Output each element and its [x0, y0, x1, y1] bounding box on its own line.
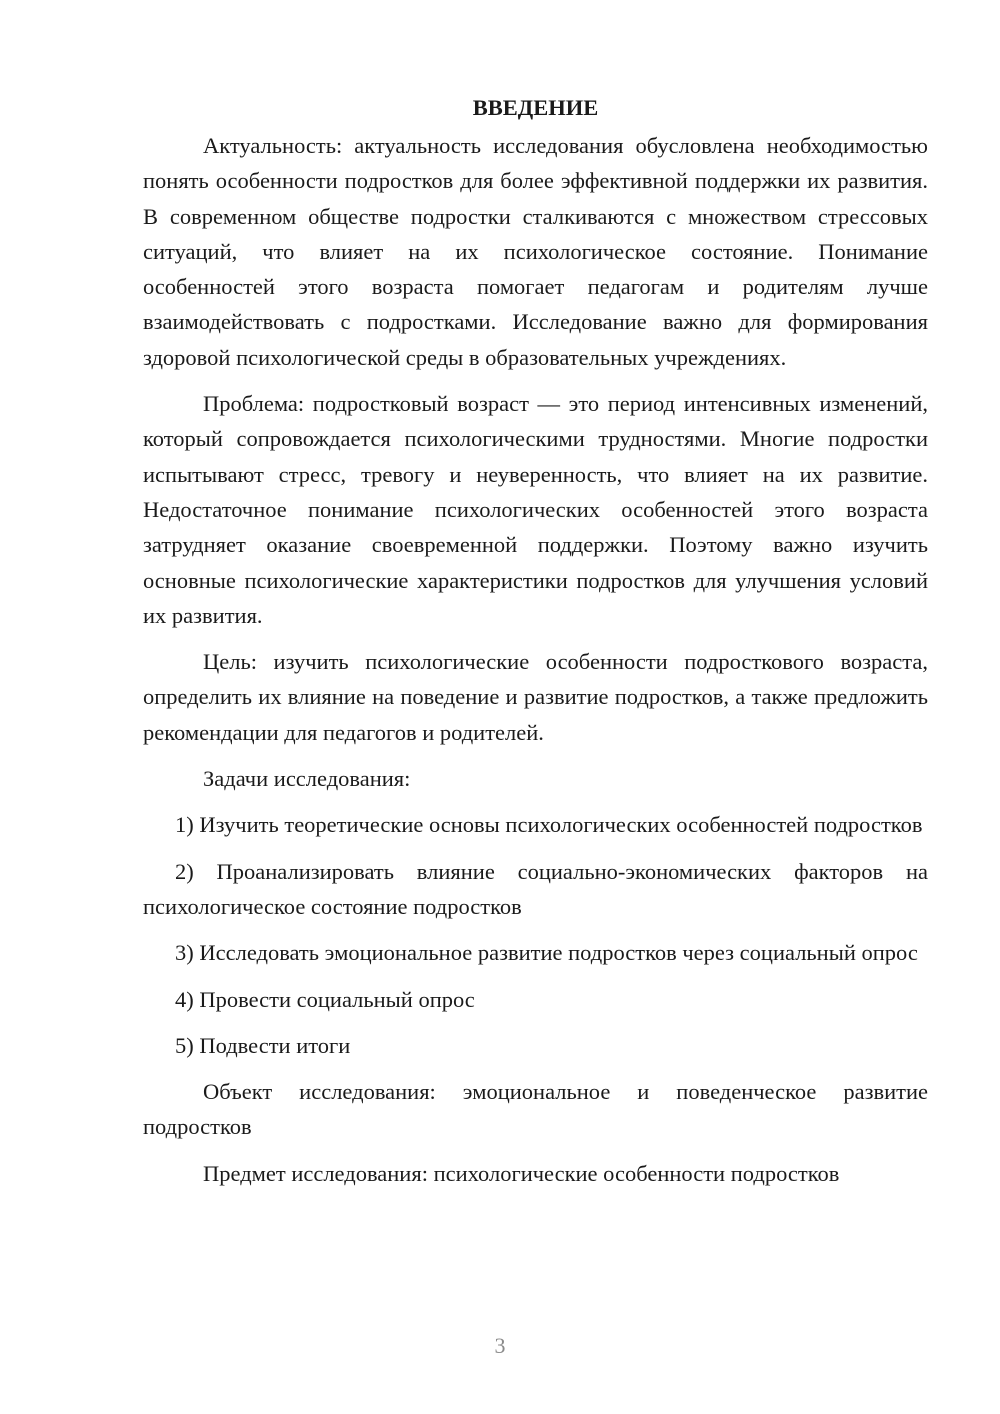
- task-item-5: 5) Подвести итоги: [175, 1032, 351, 1058]
- task-item-1: 1) Изучить теоретические основы психологических особенностей подростков: [175, 812, 923, 838]
- problem-paragraph: Проблема: подростковый возраст — это период интенсивных изменений, который сопровождается психологическими трудностями. Многие подростки испытывают стресс, тревогу и неуверенность, что влияет на их развитие. Недостаточное понимание психологических особенностей этого возраста затрудняет оказание своевременной поддержки. Поэтому важно изучить основные психологические характеристики подростков для улучшения условий их развития.: [143, 391, 928, 628]
- task-item-3: 3) Исследовать эмоциональное развитие подростков через социальный опрос: [175, 940, 918, 966]
- relevance-paragraph: Актуальность: актуальность исследования обусловлена необходимостью понять особенности подростков для более эффективной поддержки их развития. В современном обществе подростки сталкиваются с множеством стрессовых ситуаций, что влияет на их психологическое состояние. Понимание особенностей этого возраста помогает педагогам и родителям лучше взаимодействовать с подростками. Исследование важно для формирования здоровой психологической среды в образовательных учреждениях.: [143, 133, 928, 370]
- document-page: [143, 90, 928, 1191]
- page-title: ВВЕДЕНИЕ: [472, 95, 599, 120]
- goal-paragraph: Цель: изучить психологические особенности подросткового возраста, определить их влияние на поведение и развитие подростков, а также предложить рекомендации для педагогов и родителей.: [143, 649, 928, 745]
- research-object-paragraph: Объект исследования: эмоциональное и поведенческое развитие подростков: [143, 1079, 928, 1140]
- task-item-2: 2) Проанализировать влияние социально-экономических факторов на психологическое состояние подростков: [143, 858, 928, 919]
- page-number: 3: [494, 1333, 506, 1358]
- tasks-heading: Задачи исследования:: [203, 766, 411, 792]
- task-item-4: 4) Провести социальный опрос: [175, 986, 475, 1012]
- research-subject-paragraph: Предмет исследования: психологические особенности подростков: [203, 1160, 840, 1186]
